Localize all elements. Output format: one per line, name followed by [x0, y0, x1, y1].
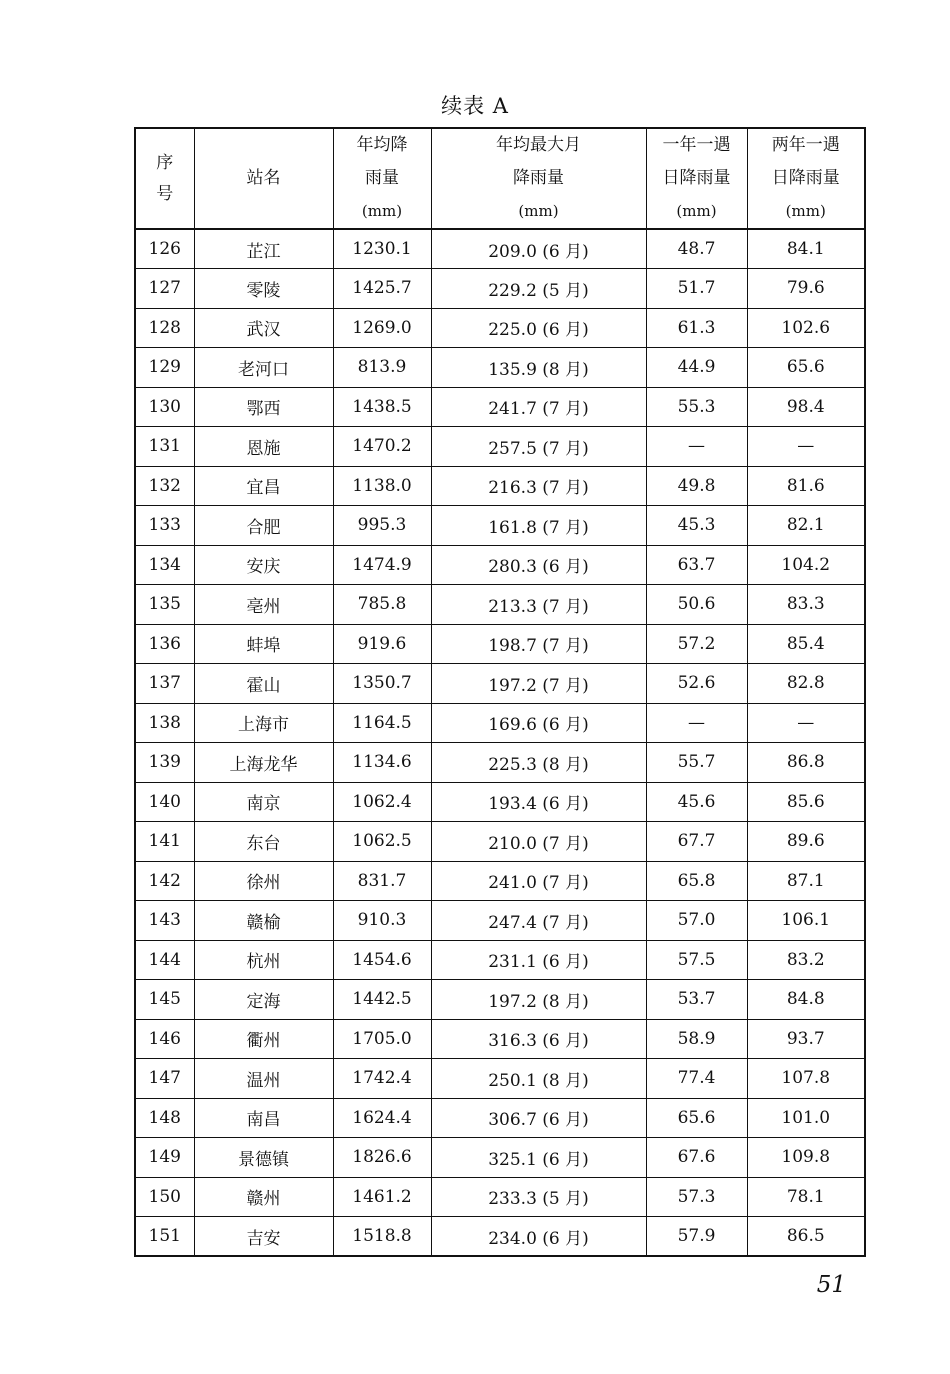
table-row	[135, 387, 865, 427]
cell-max-monthly-rainfall: 210.0 (7 月)	[431, 822, 646, 862]
table-row	[135, 782, 865, 822]
cell-max-monthly-rainfall: 241.0 (7 月)	[431, 861, 646, 901]
cell-seq: 151	[135, 1217, 194, 1257]
cell-two-year-daily-rainfall: 84.8	[747, 980, 865, 1020]
header-two-year	[747, 128, 865, 229]
table-row	[135, 1217, 865, 1257]
cell-two-year-daily-rainfall: 81.6	[747, 466, 865, 506]
cell-max-monthly-rainfall: 197.2 (8 月)	[431, 980, 646, 1020]
table-title: 续表 A	[441, 94, 509, 118]
table-row	[135, 743, 865, 783]
page-number: 51	[816, 1272, 846, 1298]
cell-max-monthly-rainfall: 257.5 (7 月)	[431, 427, 646, 467]
cell-station: 亳州	[194, 585, 333, 625]
cell-max-monthly-rainfall: 225.3 (8 月)	[431, 743, 646, 783]
cell-annual-rainfall: 785.8	[333, 585, 431, 625]
cell-seq: 138	[135, 703, 194, 743]
table-row	[135, 624, 865, 664]
table-row	[135, 940, 865, 980]
cell-one-year-daily-rainfall: 77.4	[646, 1059, 747, 1099]
cell-seq: 147	[135, 1059, 194, 1099]
cell-max-monthly-rainfall: 325.1 (6 月)	[431, 1138, 646, 1178]
cell-station: 温州	[194, 1059, 333, 1099]
cell-station: 赣榆	[194, 901, 333, 941]
cell-seq: 129	[135, 348, 194, 388]
table-row	[135, 308, 865, 348]
cell-two-year-daily-rainfall: 79.6	[747, 269, 865, 309]
cell-one-year-daily-rainfall: 57.5	[646, 940, 747, 980]
cell-one-year-daily-rainfall: 50.6	[646, 585, 747, 625]
cell-max-monthly-rainfall: 247.4 (7 月)	[431, 901, 646, 941]
cell-seq: 131	[135, 427, 194, 467]
cell-one-year-daily-rainfall: 49.8	[646, 466, 747, 506]
cell-two-year-daily-rainfall: 65.6	[747, 348, 865, 388]
cell-annual-rainfall: 1470.2	[333, 427, 431, 467]
header-max-month-line2: 降雨量	[513, 168, 564, 188]
header-max-month	[431, 128, 646, 229]
cell-station: 衢州	[194, 1019, 333, 1059]
cell-seq: 139	[135, 743, 194, 783]
cell-station: 南京	[194, 782, 333, 822]
cell-max-monthly-rainfall: 197.2 (7 月)	[431, 664, 646, 704]
cell-station: 杭州	[194, 940, 333, 980]
header-annual-unit: (mm)	[361, 202, 403, 220]
table-row	[135, 545, 865, 585]
cell-station: 武汉	[194, 308, 333, 348]
cell-two-year-daily-rainfall: —	[747, 703, 865, 743]
cell-one-year-daily-rainfall: 52.6	[646, 664, 747, 704]
cell-station: 老河口	[194, 348, 333, 388]
table-row	[135, 1098, 865, 1138]
cell-two-year-daily-rainfall: 82.8	[747, 664, 865, 704]
cell-one-year-daily-rainfall: —	[646, 427, 747, 467]
cell-annual-rainfall: 1518.8	[333, 1217, 431, 1257]
cell-annual-rainfall: 1705.0	[333, 1019, 431, 1059]
table-body	[135, 229, 865, 1256]
cell-one-year-daily-rainfall: 65.8	[646, 861, 747, 901]
table-row	[135, 822, 865, 862]
cell-annual-rainfall: 1474.9	[333, 545, 431, 585]
cell-two-year-daily-rainfall: 83.3	[747, 585, 865, 625]
header-two-year-line1: 两年一遇	[771, 135, 840, 155]
cell-seq: 136	[135, 624, 194, 664]
cell-station: 霍山	[194, 664, 333, 704]
header-one-year-line1: 一年一遇	[662, 135, 731, 155]
cell-max-monthly-rainfall: 209.0 (6 月)	[431, 229, 646, 269]
cell-station: 吉安	[194, 1217, 333, 1257]
cell-annual-rainfall: 1438.5	[333, 387, 431, 427]
table-row	[135, 861, 865, 901]
cell-two-year-daily-rainfall: 93.7	[747, 1019, 865, 1059]
cell-station: 景德镇	[194, 1138, 333, 1178]
cell-one-year-daily-rainfall: 44.9	[646, 348, 747, 388]
cell-station: 宜昌	[194, 466, 333, 506]
cell-one-year-daily-rainfall: 58.9	[646, 1019, 747, 1059]
cell-one-year-daily-rainfall: 67.6	[646, 1138, 747, 1178]
table-row	[135, 229, 865, 269]
table-row	[135, 348, 865, 388]
cell-max-monthly-rainfall: 225.0 (6 月)	[431, 308, 646, 348]
cell-station: 上海市	[194, 703, 333, 743]
cell-seq: 126	[135, 229, 194, 269]
cell-station: 蚌埠	[194, 624, 333, 664]
cell-annual-rainfall: 995.3	[333, 506, 431, 546]
cell-max-monthly-rainfall: 306.7 (6 月)	[431, 1098, 646, 1138]
cell-two-year-daily-rainfall: 98.4	[747, 387, 865, 427]
table-row	[135, 901, 865, 941]
table-row	[135, 585, 865, 625]
cell-max-monthly-rainfall: 198.7 (7 月)	[431, 624, 646, 664]
cell-seq: 145	[135, 980, 194, 1020]
cell-one-year-daily-rainfall: 57.0	[646, 901, 747, 941]
cell-seq: 149	[135, 1138, 194, 1178]
cell-station: 恩施	[194, 427, 333, 467]
cell-annual-rainfall: 813.9	[333, 348, 431, 388]
cell-annual-rainfall: 1442.5	[333, 980, 431, 1020]
table-row	[135, 427, 865, 467]
cell-station: 徐州	[194, 861, 333, 901]
header-seq	[135, 128, 194, 229]
cell-seq: 146	[135, 1019, 194, 1059]
cell-one-year-daily-rainfall: 55.3	[646, 387, 747, 427]
header-max-month-unit: (mm)	[518, 202, 559, 220]
cell-one-year-daily-rainfall: 45.6	[646, 782, 747, 822]
cell-two-year-daily-rainfall: 78.1	[747, 1177, 865, 1217]
cell-two-year-daily-rainfall: 84.1	[747, 229, 865, 269]
cell-seq: 128	[135, 308, 194, 348]
cell-one-year-daily-rainfall: 57.9	[646, 1217, 747, 1257]
cell-seq: 133	[135, 506, 194, 546]
cell-annual-rainfall: 1138.0	[333, 466, 431, 506]
cell-one-year-daily-rainfall: 67.7	[646, 822, 747, 862]
cell-one-year-daily-rainfall: 57.3	[646, 1177, 747, 1217]
cell-annual-rainfall: 1230.1	[333, 229, 431, 269]
table-row	[135, 506, 865, 546]
cell-two-year-daily-rainfall: 85.4	[747, 624, 865, 664]
cell-annual-rainfall: 1425.7	[333, 269, 431, 309]
cell-seq: 135	[135, 585, 194, 625]
cell-two-year-daily-rainfall: 104.2	[747, 545, 865, 585]
cell-station: 鄂西	[194, 387, 333, 427]
cell-max-monthly-rainfall: 229.2 (5 月)	[431, 269, 646, 309]
header-one-year-line2: 日降雨量	[662, 168, 731, 188]
rainfall-table	[134, 127, 866, 1257]
cell-station: 芷江	[194, 229, 333, 269]
cell-station: 安庆	[194, 545, 333, 585]
cell-annual-rainfall: 1461.2	[333, 1177, 431, 1217]
cell-two-year-daily-rainfall: —	[747, 427, 865, 467]
cell-one-year-daily-rainfall: 48.7	[646, 229, 747, 269]
cell-two-year-daily-rainfall: 89.6	[747, 822, 865, 862]
cell-two-year-daily-rainfall: 102.6	[747, 308, 865, 348]
cell-seq: 127	[135, 269, 194, 309]
cell-one-year-daily-rainfall: 57.2	[646, 624, 747, 664]
cell-max-monthly-rainfall: 280.3 (6 月)	[431, 545, 646, 585]
table-row	[135, 664, 865, 704]
cell-max-monthly-rainfall: 241.7 (7 月)	[431, 387, 646, 427]
table-row	[135, 1059, 865, 1099]
header-annual-line1: 年均降	[356, 135, 408, 155]
cell-two-year-daily-rainfall: 83.2	[747, 940, 865, 980]
cell-annual-rainfall: 1062.4	[333, 782, 431, 822]
cell-two-year-daily-rainfall: 86.5	[747, 1217, 865, 1257]
cell-annual-rainfall: 1350.7	[333, 664, 431, 704]
cell-seq: 150	[135, 1177, 194, 1217]
cell-seq: 137	[135, 664, 194, 704]
cell-seq: 130	[135, 387, 194, 427]
cell-seq: 141	[135, 822, 194, 862]
table-header-row	[135, 128, 865, 229]
cell-annual-rainfall: 1826.6	[333, 1138, 431, 1178]
cell-station: 东台	[194, 822, 333, 862]
header-two-year-unit: (mm)	[785, 202, 826, 220]
cell-annual-rainfall: 1164.5	[333, 703, 431, 743]
cell-two-year-daily-rainfall: 87.1	[747, 861, 865, 901]
cell-annual-rainfall: 1062.5	[333, 822, 431, 862]
header-max-month-line1: 年均最大月	[496, 135, 581, 155]
cell-one-year-daily-rainfall: 61.3	[646, 308, 747, 348]
cell-station: 合肥	[194, 506, 333, 546]
cell-one-year-daily-rainfall: 45.3	[646, 506, 747, 546]
cell-one-year-daily-rainfall: 51.7	[646, 269, 747, 309]
header-seq-line2: 号	[156, 183, 174, 204]
cell-seq: 148	[135, 1098, 194, 1138]
cell-one-year-daily-rainfall: 63.7	[646, 545, 747, 585]
cell-one-year-daily-rainfall: 65.6	[646, 1098, 747, 1138]
cell-annual-rainfall: 1269.0	[333, 308, 431, 348]
cell-annual-rainfall: 919.6	[333, 624, 431, 664]
cell-station: 南昌	[194, 1098, 333, 1138]
cell-one-year-daily-rainfall: —	[646, 703, 747, 743]
cell-seq: 144	[135, 940, 194, 980]
cell-annual-rainfall: 831.7	[333, 861, 431, 901]
cell-two-year-daily-rainfall: 101.0	[747, 1098, 865, 1138]
cell-max-monthly-rainfall: 213.3 (7 月)	[431, 585, 646, 625]
header-one-year-unit: (mm)	[676, 202, 717, 220]
cell-two-year-daily-rainfall: 86.8	[747, 743, 865, 783]
table-row	[135, 703, 865, 743]
cell-station: 赣州	[194, 1177, 333, 1217]
cell-max-monthly-rainfall: 161.8 (7 月)	[431, 506, 646, 546]
cell-two-year-daily-rainfall: 107.8	[747, 1059, 865, 1099]
cell-max-monthly-rainfall: 231.1 (6 月)	[431, 940, 646, 980]
cell-max-monthly-rainfall: 216.3 (7 月)	[431, 466, 646, 506]
table-row	[135, 1019, 865, 1059]
cell-two-year-daily-rainfall: 82.1	[747, 506, 865, 546]
table-row	[135, 1177, 865, 1217]
header-annual-line2: 雨量	[365, 168, 399, 188]
cell-max-monthly-rainfall: 193.4 (6 月)	[431, 782, 646, 822]
cell-seq: 140	[135, 782, 194, 822]
cell-seq: 142	[135, 861, 194, 901]
cell-one-year-daily-rainfall: 55.7	[646, 743, 747, 783]
cell-two-year-daily-rainfall: 109.8	[747, 1138, 865, 1178]
header-one-year	[646, 128, 747, 229]
header-seq-line1: 序	[156, 152, 174, 173]
cell-one-year-daily-rainfall: 53.7	[646, 980, 747, 1020]
cell-max-monthly-rainfall: 135.9 (8 月)	[431, 348, 646, 388]
cell-max-monthly-rainfall: 169.6 (6 月)	[431, 703, 646, 743]
header-annual	[333, 128, 431, 229]
cell-max-monthly-rainfall: 316.3 (6 月)	[431, 1019, 646, 1059]
cell-seq: 132	[135, 466, 194, 506]
cell-annual-rainfall: 1454.6	[333, 940, 431, 980]
cell-station: 零陵	[194, 269, 333, 309]
cell-max-monthly-rainfall: 250.1 (8 月)	[431, 1059, 646, 1099]
cell-station: 上海龙华	[194, 743, 333, 783]
cell-station: 定海	[194, 980, 333, 1020]
table-row	[135, 269, 865, 309]
cell-annual-rainfall: 1624.4	[333, 1098, 431, 1138]
table-row	[135, 980, 865, 1020]
cell-max-monthly-rainfall: 233.3 (5 月)	[431, 1177, 646, 1217]
cell-annual-rainfall: 910.3	[333, 901, 431, 941]
cell-annual-rainfall: 1742.4	[333, 1059, 431, 1099]
cell-annual-rainfall: 1134.6	[333, 743, 431, 783]
table-row	[135, 1138, 865, 1178]
cell-two-year-daily-rainfall: 85.6	[747, 782, 865, 822]
cell-max-monthly-rainfall: 234.0 (6 月)	[431, 1217, 646, 1257]
cell-two-year-daily-rainfall: 106.1	[747, 901, 865, 941]
header-station: 站名	[194, 128, 333, 229]
header-two-year-line2: 日降雨量	[771, 168, 840, 188]
table-row	[135, 466, 865, 506]
cell-seq: 143	[135, 901, 194, 941]
cell-seq: 134	[135, 545, 194, 585]
